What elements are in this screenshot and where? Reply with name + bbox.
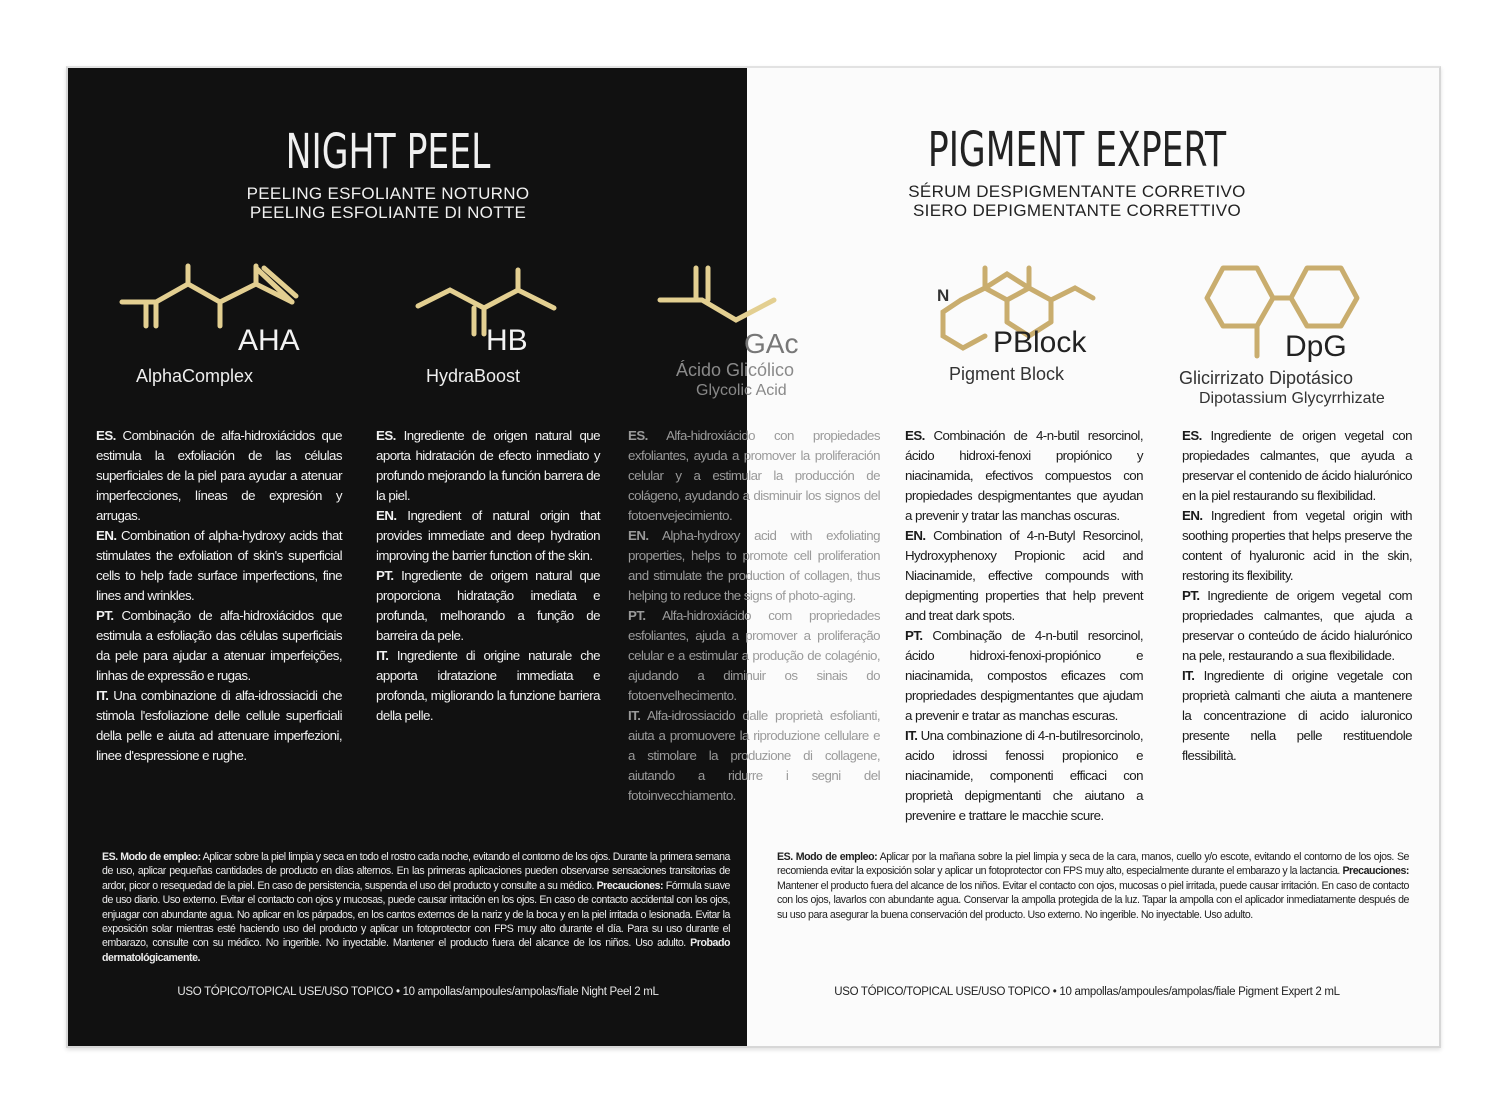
gac-molecule	[656, 264, 856, 404]
pblock-en: EN. Combination of 4-n-Butyl Resorcinol, Hydroxyphenoxy Propionic acid and Niacinamide, effective compounds with depigmenting properties that help prevent and treat dark spots.	[905, 528, 1143, 623]
hb-es: ES. Ingrediente de origen natural que aporta hidratación de efecto inmediato y profundo mejorando la función barrera de la piel.	[376, 428, 600, 503]
pigment-expert-subtitle-es: SÉRUM DESPIGMENTANTE CORRETIVO	[908, 182, 1246, 201]
dpg-es: ES. Ingrediente de origen vegetal con propiedades calmantes, que ayuda a preservar el contenido de ácido hialurónico en la piel restaurando su flexibilidad.	[1182, 428, 1412, 503]
aha-name: AlphaComplex	[136, 366, 254, 386]
night-peel-title: NIGHT PEEL	[285, 124, 491, 180]
pigment-expert-title: PIGMENT EXPERT	[927, 122, 1227, 178]
pigment-expert-footer: USO TÓPICO/TOPICAL USE/USO TOPICO • 10 ampollas/ampoules/ampolas/fiale Pigment Expert 2 mL	[834, 986, 1340, 998]
dpg-en: EN. Ingredient from vegetal origin with soothing properties that helps preserve the content of hyaluronic acid in the skin, restoring its flexibility.	[1182, 508, 1412, 583]
pigment-expert-header	[817, 122, 1337, 220]
gac-pt: PT. Alfa-hidroxiácido com propriedades esfoliantes, ajuda a promover a proliferação celular e a estimular a produção de colagénio, ajudando a diminuir os sinais do fotoenvelhecimento.	[628, 608, 880, 703]
aha-molecule	[116, 264, 376, 394]
aha-description	[96, 426, 342, 766]
hb-pt: PT. Ingrediente de origem natural que proporciona hidratação imediata e profunda, melhorando a função de barreira da pele.	[376, 568, 600, 643]
dpg-molecule	[1167, 260, 1427, 420]
pblock-nitrogen-label: N	[937, 286, 950, 305]
gac-abbr: GAc	[744, 328, 799, 359]
pblock-it: IT. Una combinazione di 4-n-butilresorcinolo, acido idrossi fenossi propionico e niacinamide, componenti efficaci con proprietà depigmentanti che aiutano a prevenire e trattare le macchie scure.	[905, 728, 1143, 823]
pigment-expert-subtitle-it: SIERO DEPIGMENTANTE CORRETTIVO	[913, 201, 1241, 220]
dpg-name: Glicirrizato Dipotásico	[1179, 368, 1354, 388]
gac-en: EN. Alpha-hydroxy acid with exfoliating properties, helps to promote cell proliferation and stimulate the production of collagen, thus helping to reduce the signs of photo-aging.	[628, 528, 880, 603]
aha-pt: PT. Combinação de alfa-hidroxiácidos que estimula a esfoliação das células superficiais da pele para ajudar a atenuar imperfeições, linhas de expressão e rugas.	[96, 608, 342, 683]
night-peel-usage: ES. Modo de empleo: Aplicar sobre la piel limpia y seca en todo el rostro cada noche, evitando el contorno de los ojos. Durante la primera semana de uso, aplicar pequeñas cantidades de producto en días alternos. En las primeras aplicaciones pueden observarse sensaciones transitorias de ardor, picor o resequedad de la piel. En caso de persistencia, suspenda el uso del producto y consulte a su médico. Precauciones: Fórmula suave de uso diario. Uso externo. Evitar el contacto con ojos y mucosas, puede causar irritación en los ojos. En caso de contacto accidental con los ojos, enjuagar con abundante agua. No aplicar en los párpados, en los cantos externos de la nariz y de la boca y en la piel irritada o lesionada. Evitar la exposición solar mientras esté haciendo uso del producto y aplicar un fotoprotector con FPS muy alto durante el día. Para su uso durante el embarazo, consulte con su médico. No ingerible. No inyectable. Mantener el producto fuera del alcance de los niños. Uso adulto. Probado dermatológicamente.	[102, 851, 731, 964]
night-peel-subtitle-pt: PEELING ESFOLIANTE NOTURNO	[246, 184, 530, 203]
hb-it: IT. Ingrediente di origine naturale che apporta idratazione immediata e profonda, migliorando la funzione barriera della pelle.	[376, 648, 600, 723]
pblock-description	[905, 426, 1143, 826]
aha-en: EN. Combination of alpha-hydroxy acids that stimulates the exfoliation of skin's superficial cells to help fade surface imperfections, fine lines and wrinkles.	[96, 528, 342, 603]
pigment-expert-usage: ES. Modo de empleo: Aplicar por la mañana sobre la piel limpia y seca de la cara, manos, cuello y/o escote, evitando el contorno de los ojos. Se recomienda evitar la exposición solar y aplicar un fotoprotector con FPS muy alto, especialmente durante el embarazo y la lactancia. Precauciones: Mantener el producto fuera del alcance de los niños. Evitar el contacto con ojos, mucosas o piel irritada, puede causar irritación. En caso de contacto con los ojos, lavarlos con abundante agua. Conservar la ampolla protegida de la luz. Tapar la ampolla con el aplicador inmediatamente después de su uso para asegurar la buena conservación del producto. Uso externo. No ingerible. No inyectable. Uso adulto.	[777, 851, 1410, 921]
hb-abbr: HB	[486, 324, 528, 357]
dpg-name-en: Dipotassium Glycyrrhizate	[1199, 390, 1385, 407]
night-peel-footer: USO TÓPICO/TOPICAL USE/USO TOPICO • 10 ampollas/ampoules/ampolas/fiale Night Peel 2 mL	[177, 986, 659, 998]
pblock-molecule	[937, 260, 1137, 400]
aha-abbr: AHA	[238, 324, 300, 357]
aha-it: IT. Una combinazione di alfa-idrossiacidi che stimola l'esfoliazione delle cellule superficiali della pelle e aiuta ad attenuare imperfezioni, linee d'espressione e rughe.	[96, 688, 342, 763]
pblock-abbr: PBlock	[993, 326, 1087, 359]
pblock-name: Pigment Block	[949, 364, 1065, 384]
aha-es: ES. Combinación de alfa-hidroxiácidos que estimula la exfoliación de las células superficiales de la piel para ayudar a atenuar imperfecciones, líneas de expresión y arrugas.	[96, 428, 342, 523]
pblock-pt: PT. Combinação de 4-n-butil resorcinol, ácido hidroxi-fenoxi-propiónico e niacinamida, compostos eficazes com propriedades despigmentantes que ajudam a prevenir e tratar as manchas escuras.	[905, 628, 1143, 723]
dpg-abbr: DpG	[1285, 330, 1347, 363]
hb-molecule	[414, 268, 594, 398]
dpg-description	[1182, 426, 1412, 766]
gac-es: ES. Alfa-hidroxiácido con propiedades exfoliantes, ayuda a promover la proliferación celular y a estimular la producción de colágeno, ayudando a disminuir los signos del fotoenvejecimiento.	[628, 428, 880, 523]
gac-description	[628, 426, 880, 806]
dpg-pt: PT. Ingrediente de origem vegetal com propriedades calmantes, que ajuda a preservar o conteúdo de ácido hialurónico na pele, restaurando a sua flexibilidade.	[1182, 588, 1412, 663]
gac-structure-icon	[656, 264, 776, 334]
packaging-panel	[66, 66, 1441, 1048]
gac-name-en: Glycolic Acid	[696, 382, 787, 399]
hb-en: EN. Ingredient of natural origin that provides immediate and deep hydration improving the barrier function of the skin.	[376, 508, 600, 563]
pblock-es: ES. Combinación de 4-n-butil resorcinol, ácido hidroxi-fenoxi propiónico y niacinamida, efectivos compuestos con propiedades despigmentantes que ayudan a prevenir y tratar las manchas oscuras.	[905, 428, 1143, 523]
hb-name: HydraBoost	[426, 366, 521, 386]
dpg-it: IT. Ingrediente di origine vegetale con proprietà calmanti che aiuta a mantenere la concentrazione di acido ialuronico presente nella pelle restituendole flessibilità.	[1182, 668, 1412, 763]
gac-it: IT. Alfa-idrossiacido dalle proprietà esfolianti, aiuta a promuovere la riproduzione cellulare e a stimolare la produzione di collagene, aiutando a ridurre i segni del fotoinvecchiamento.	[628, 708, 880, 803]
hb-description	[376, 426, 600, 726]
gac-name: Ácido Glicólico	[676, 360, 795, 380]
night-peel-header	[188, 124, 588, 222]
night-peel-subtitle-it: PEELING ESFOLIANTE DI NOTTE	[249, 203, 527, 222]
